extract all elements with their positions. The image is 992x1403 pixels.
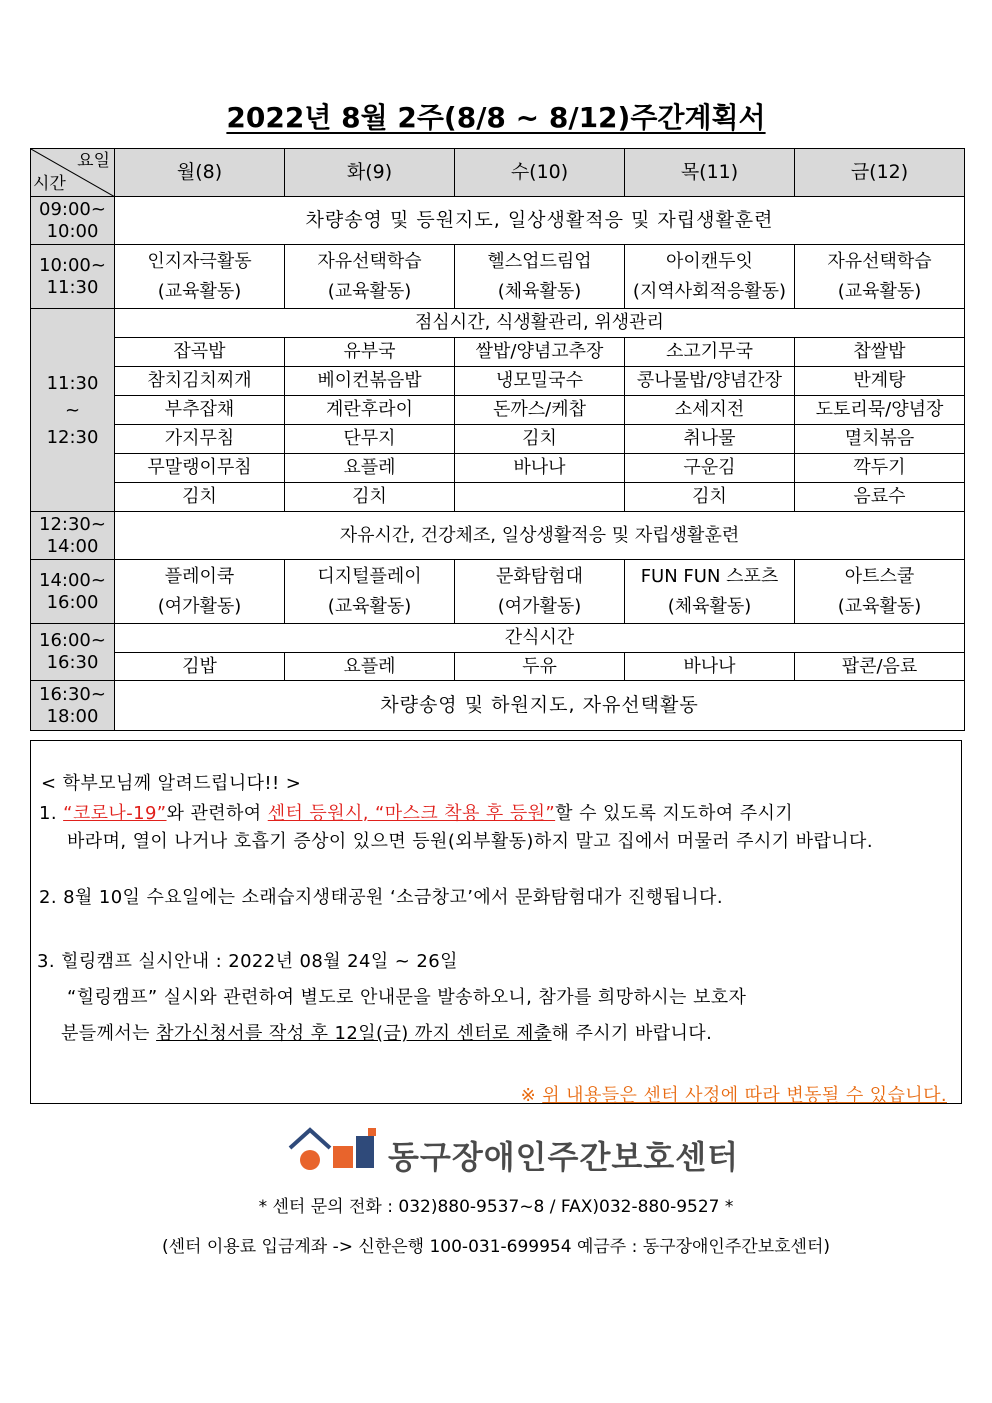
time-cell: 10:00~ 11:30 xyxy=(31,245,115,309)
activity-cell: 헬스업드림업 (체육활동) xyxy=(455,245,625,309)
lunch-heading-row xyxy=(31,309,965,338)
page-title: 2022년 8월 2주(8/8 ~ 8/12)주간계획서 xyxy=(226,101,766,134)
snack-cell: 요플레 xyxy=(285,653,455,681)
notice-heading: < 학부모님께 알려드립니다!! > xyxy=(41,773,302,794)
time-cell: 09:00~ 10:00 xyxy=(31,197,115,245)
corner-day-label: 요일 xyxy=(77,151,110,171)
row-0900 xyxy=(31,197,965,245)
menu-cell: 김치 xyxy=(115,483,285,512)
menu-row xyxy=(31,367,965,396)
menu-cell: 소고기무국 xyxy=(625,338,795,367)
time-cell: 11:30 ~ 12:30 xyxy=(31,309,115,512)
notice-item-1-line2: 바라며, 열이 나거나 호흡기 증상이 있으면 등원(외부활동)하지 말고 집에서 머물러 주시기 바랍니다. xyxy=(67,831,873,852)
activity-cell: 아트스쿨 (교육활동) xyxy=(795,560,965,624)
menu-cell: 계란후라이 xyxy=(285,396,455,425)
activity-cell: 아이캔두잇 (지역사회적응활동) xyxy=(625,245,795,309)
activity-span: 자유시간, 건강체조, 일상생활적응 및 자립생활훈련 xyxy=(115,512,965,560)
activity-cell: 자유선택학습 (교육활동) xyxy=(285,245,455,309)
row-1630 xyxy=(31,681,965,731)
parent-notice-box xyxy=(30,740,962,1104)
menu-cell: 소세지전 xyxy=(625,396,795,425)
notice-item-1: 1. “코로나-19”와 관련하여 센터 등원시, “마스크 착용 후 등원”할 수 있도록 지도하여 주시기 xyxy=(39,803,794,824)
corner-time-label: 시간 xyxy=(33,173,66,194)
day-header-mon: 월(8) xyxy=(115,149,285,197)
account-line: (센터 이용료 입금계좌 -> 신한은행 100-031-699954 예금주 : 동구장애인주간보호센터) xyxy=(161,1237,831,1257)
day-header-fri: 금(12) xyxy=(795,149,965,197)
row-1400 xyxy=(31,560,965,624)
snack-cell: 두유 xyxy=(455,653,625,681)
time-cell: 16:30~ 18:00 xyxy=(31,681,115,731)
menu-row xyxy=(31,396,965,425)
menu-cell: 찹쌀밥 xyxy=(795,338,965,367)
notice-item-3-line2: “힐링캠프” 실시와 관련하여 별도로 안내문을 발송하오니, 참가를 희망하시는 보호자 xyxy=(67,987,747,1008)
lunch-heading: 점심시간, 식생활관리, 위생관리 xyxy=(115,309,965,338)
time-cell: 14:00~ 16:00 xyxy=(31,560,115,624)
menu-row xyxy=(31,483,965,512)
menu-cell: 구운김 xyxy=(625,454,795,483)
menu-cell: 잡곡밥 xyxy=(115,338,285,367)
menu-cell: 깍두기 xyxy=(795,454,965,483)
house-people-logo-icon xyxy=(288,1126,380,1172)
day-header-wed: 수(10) xyxy=(455,149,625,197)
weekly-schedule-table xyxy=(30,148,965,731)
header-row xyxy=(31,149,965,197)
menu-cell: 무말랭이무침 xyxy=(115,454,285,483)
menu-cell: 냉모밀국수 xyxy=(455,367,625,396)
corner-cell xyxy=(31,149,115,197)
activity-span: 차량송영 및 등원지도, 일상생활적응 및 자립생활훈련 xyxy=(115,197,965,245)
menu-cell: 콩나물밥/양념간장 xyxy=(625,367,795,396)
notice-item-3-line3: 분들께서는 참가신청서를 작성 후 12일(금) 까지 센터로 제출해 주시기 바랍니다. xyxy=(61,1023,713,1044)
contact-line: * 센터 문의 전화 : 032)880-9537~8 / FAX)032-880-9527 * xyxy=(258,1197,734,1217)
menu-cell: 도토리묵/양념장 xyxy=(795,396,965,425)
menu-cell: 부추잡채 xyxy=(115,396,285,425)
menu-row xyxy=(31,338,965,367)
menu-cell: 멸치볶음 xyxy=(795,425,965,454)
row-1000 xyxy=(31,245,965,309)
notice-disclaimer: ※ 위 내용들은 센터 사정에 따라 변동될 수 있습니다. xyxy=(520,1085,947,1106)
menu-cell: 요플레 xyxy=(285,454,455,483)
day-header-thu: 목(11) xyxy=(625,149,795,197)
activity-cell: 플레이쿡 (여가활동) xyxy=(115,560,285,624)
snack-cell: 김밥 xyxy=(115,653,285,681)
day-header-tue: 화(9) xyxy=(285,149,455,197)
snack-row xyxy=(31,653,965,681)
notice-item-2: 2. 8월 10일 수요일에는 소래습지생태공원 ‘소금창고’에서 문화탐험대가 진행됩니다. xyxy=(39,887,723,908)
menu-cell: 김치 xyxy=(455,425,625,454)
menu-cell: 유부국 xyxy=(285,338,455,367)
snack-cell: 바나나 xyxy=(625,653,795,681)
menu-cell: 김치 xyxy=(625,483,795,512)
menu-cell: 단무지 xyxy=(285,425,455,454)
snack-heading: 간식시간 xyxy=(115,624,965,653)
menu-cell: 음료수 xyxy=(795,483,965,512)
time-cell: 16:00~ 16:30 xyxy=(31,624,115,681)
menu-cell: 김치 xyxy=(285,483,455,512)
menu-row xyxy=(31,425,965,454)
menu-cell xyxy=(455,483,625,512)
menu-cell: 취나물 xyxy=(625,425,795,454)
activity-cell: 디지털플레이 (교육활동) xyxy=(285,560,455,624)
menu-cell: 베이컨볶음밥 xyxy=(285,367,455,396)
activity-span: 차량송영 및 하원지도, 자유선택활동 xyxy=(115,681,965,731)
notice-item-3: 3. 힐링캠프 실시안내 : 2022년 08월 24일 ~ 26일 xyxy=(37,951,458,972)
snack-cell: 팝콘/음료 xyxy=(795,653,965,681)
menu-cell: 돈까스/케찹 xyxy=(455,396,625,425)
activity-cell: 문화탐험대 (여가활동) xyxy=(455,560,625,624)
center-name: 동구장애인주간보호센터 xyxy=(388,1138,740,1176)
snack-heading-row xyxy=(31,624,965,653)
menu-cell: 쌀밥/양념고추장 xyxy=(455,338,625,367)
activity-cell: FUN FUN 스포츠 (체육활동) xyxy=(625,560,795,624)
menu-cell: 반계탕 xyxy=(795,367,965,396)
menu-row xyxy=(31,454,965,483)
menu-cell: 가지무침 xyxy=(115,425,285,454)
row-1230 xyxy=(31,512,965,560)
time-cell: 12:30~ 14:00 xyxy=(31,512,115,560)
activity-cell: 인지자극활동 (교육활동) xyxy=(115,245,285,309)
activity-cell: 자유선택학습 (교육활동) xyxy=(795,245,965,309)
menu-cell: 참치김치찌개 xyxy=(115,367,285,396)
menu-cell: 바나나 xyxy=(455,454,625,483)
